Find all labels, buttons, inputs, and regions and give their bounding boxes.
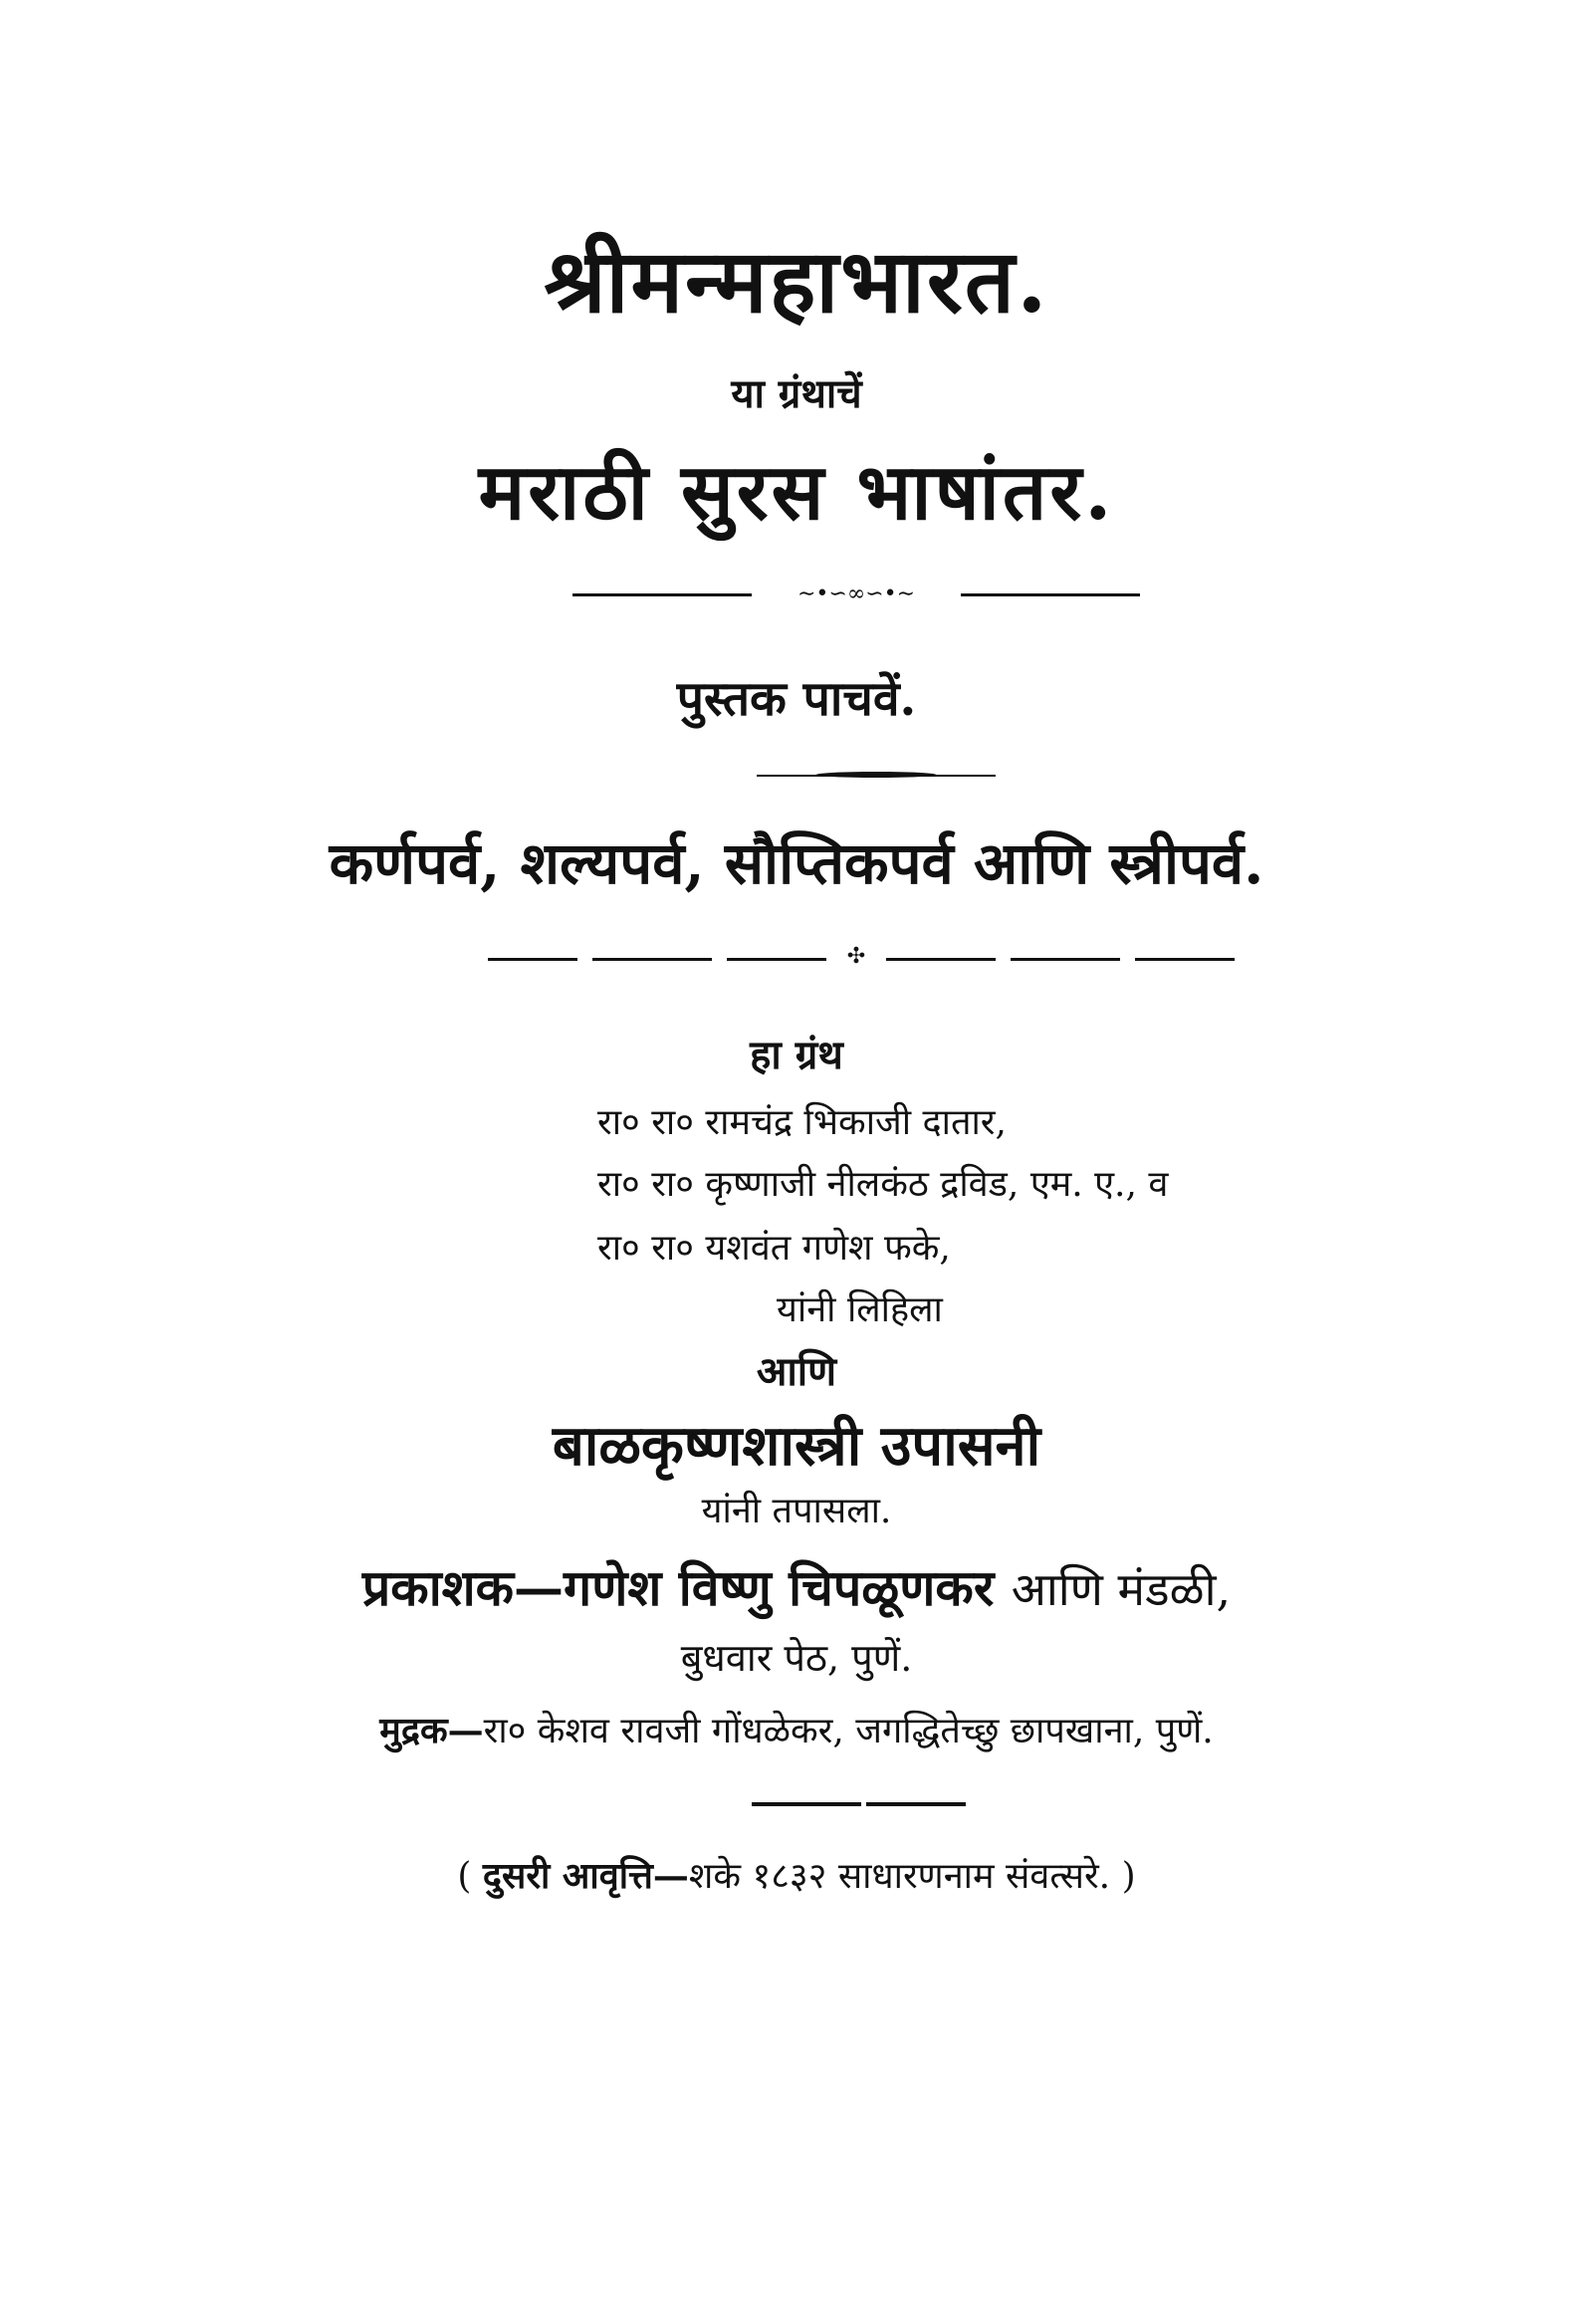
checked-line: यांनी तपासला.: [701, 1491, 892, 1531]
wrote-line: यांनी लिहिला: [777, 1289, 943, 1330]
publisher-suffix: आणि मंडळी,: [1011, 1562, 1232, 1616]
edition-text: शके १८३२ साधारणनाम संवत्सरे.: [688, 1856, 1111, 1897]
divider-dash-5: [1011, 958, 1120, 961]
printer-text: रा० केशव रावजी गोंधळेकर, जगद्धितेच्छु छापखाना, पुणें.: [483, 1711, 1214, 1751]
divider-line-right: [961, 593, 1140, 596]
publisher-label: प्रकाशक—गणेश विष्णु चिपळूणकर: [361, 1558, 995, 1617]
author-2: रा० रा० कृष्णाजी नीलकंठ द्रविड, एम. ए., व: [597, 1164, 1169, 1205]
main-heading: मराठी सुरस भाषांतर.: [478, 447, 1115, 538]
author-3: रा० रा० यशवंत गणेश फके,: [597, 1228, 951, 1269]
edition-line: [0, 1855, 1593, 1897]
divider-short-2: [866, 1802, 966, 1806]
author-1: रा० रा० रामचंद्र भिकाजी दातार,: [597, 1102, 1007, 1143]
divider-ornament-2: ✣: [846, 944, 866, 969]
subtitle: या ग्रंथाचें: [731, 370, 862, 417]
book-number: पुस्तक पाचवें.: [676, 671, 917, 727]
divider-dash-2: [592, 958, 712, 961]
publisher-address: बुधवार पेठ, पुणें.: [680, 1636, 913, 1680]
divider-dash-6: [1135, 958, 1235, 961]
divider-ornament: ∼•∽∞∽•∼: [796, 581, 915, 606]
publisher-line: [0, 1558, 1593, 1617]
ha-granth: हा ग्रंथ: [750, 1032, 843, 1078]
parva-list: कर्णपर्व, शल्यपर्व, सौप्तिकपर्व आणि स्त्रीपर्व.: [329, 829, 1264, 897]
edition-open: (: [457, 1856, 483, 1897]
edition-label: दुसरी आवृत्ति—: [482, 1855, 689, 1897]
divider-dash-4: [886, 958, 996, 961]
book-title: श्रीमन्महाभारत.: [544, 229, 1049, 333]
checker-name: बाळकृष्णशास्त्री उपासनी: [552, 1413, 1041, 1479]
divider-line-left: [572, 593, 752, 596]
divider-short-1: [752, 1802, 861, 1806]
printer-line: [0, 1710, 1593, 1751]
divider-tapered-center: [816, 772, 936, 778]
divider-dash-1: [488, 958, 577, 961]
and-line: आणि: [756, 1348, 837, 1395]
printer-label: मुद्रक—: [379, 1710, 484, 1751]
edition-close: ): [1110, 1856, 1136, 1897]
divider-dash-3: [727, 958, 826, 961]
